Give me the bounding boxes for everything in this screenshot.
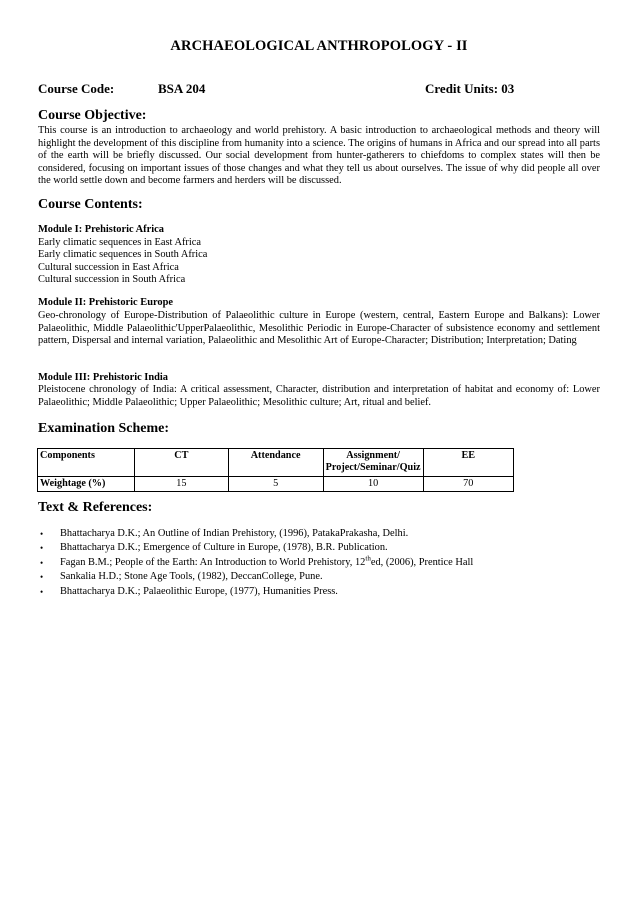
exam-weightage-label: Weightage (%) bbox=[38, 477, 135, 492]
reference-text: Sankalia H.D.; Stone Age Tools, (1982), DeccanCollege, Pune. bbox=[60, 571, 323, 583]
exam-header-assignment-line1: Assignment/ bbox=[346, 450, 400, 461]
exam-header-assignment-line2: Project/Seminar/Quiz bbox=[325, 462, 421, 474]
module-2-title: Module II: Prehistoric Europe bbox=[38, 297, 173, 308]
exam-heading: Examination Scheme: bbox=[38, 421, 170, 436]
exam-header-components: Components bbox=[38, 449, 135, 477]
module-1-line: Early climatic sequences in East Africa bbox=[38, 237, 202, 248]
references-heading: Text & References: bbox=[38, 500, 153, 515]
reference-text-part: Fagan B.M.; People of the Earth: An Introduction to World Prehistory, 12 bbox=[60, 556, 366, 568]
reference-item bbox=[38, 570, 473, 584]
exam-weightage-assignment: 10 bbox=[323, 477, 423, 492]
page-title: ARCHAEOLOGICAL ANTHROPOLOGY - II bbox=[170, 38, 468, 54]
reference-superscript: th bbox=[365, 554, 371, 563]
credit-units: Credit Units: 03 bbox=[425, 81, 515, 96]
exam-header-ee: EE bbox=[423, 449, 513, 477]
objective-text: This course is an introduction to archaeology and world prehistory. A basic introduction to archaeological methods and theory will highlight the development of this discipline from humanity into a science. The origins of humans in Africa and our spread into all parts of the earth will be briefly discussed. Our social development from hunter-gatherers to chiefdoms to complex states will then be considered, focusing on important issues of those changes and what they tell us about ourselves. The issue of why did people all over the world settle down and become farmers and herders will be discussed. bbox=[38, 125, 600, 187]
module-1-title: Module I: Prehistoric Africa bbox=[38, 224, 164, 235]
bullet-icon: • bbox=[40, 572, 44, 583]
module-1-line: Early climatic sequences in South Africa bbox=[38, 249, 208, 260]
exam-weightage-row bbox=[38, 477, 514, 492]
reference-item bbox=[38, 556, 473, 570]
bullet-icon: • bbox=[40, 543, 44, 554]
reference-text: Bhattacharya D.K.; Palaeolithic Europe, (1977), Humanities Press. bbox=[60, 585, 338, 597]
exam-weightage-attendance: 5 bbox=[228, 477, 323, 492]
reference-item bbox=[38, 527, 473, 541]
module-1-line: Cultural succession in South Africa bbox=[38, 274, 186, 285]
reference-item bbox=[38, 585, 473, 599]
module-2-text: Geo-chronology of Europe-Distribution of Palaeolithic culture in Europe (western, central, Eastern Europe and Balkans): Lower Palaeolithic, Middle Palaeolithic'UpperPalaeolithic, Mesolithic Periodic in Europe-Character of subsistence economy and settlement pattern, Dispersal and internal variation, Palaeolithic and Mesolithic Art of Europe-Character; Distribution; Interpretation; Dating bbox=[38, 310, 600, 347]
reference-text: Bhattacharya D.K.; An Outline of Indian Prehistory, (1996), PatakaPrakasha, Delhi. bbox=[60, 528, 409, 539]
course-code-value: BSA 204 bbox=[158, 81, 206, 96]
contents-heading: Course Contents: bbox=[38, 197, 143, 212]
reference-text bbox=[60, 554, 474, 568]
exam-header-ct: CT bbox=[135, 449, 228, 477]
exam-header-attendance: Attendance bbox=[228, 449, 323, 477]
exam-table bbox=[37, 448, 514, 492]
objective-heading: Course Objective: bbox=[38, 108, 147, 123]
module-3-title: Module III: Prehistoric India bbox=[38, 372, 168, 383]
bullet-icon: • bbox=[40, 529, 44, 539]
exam-header-assignment bbox=[323, 449, 423, 477]
references-list bbox=[38, 527, 473, 599]
exam-weightage-ee: 70 bbox=[423, 477, 513, 492]
module-3-text: Pleistocene chronology of India: A critical assessment, Character, distribution and interpretation of habitat and economy of: Lower Palaeolithic; Middle Palaeolithic; Upper Palaeolithic; Mesolithic culture; Art, ritual and belief. bbox=[38, 384, 600, 408]
bullet-icon: • bbox=[40, 557, 44, 568]
module-1-line: Cultural succession in East Africa bbox=[38, 262, 179, 273]
reference-text: Bhattacharya D.K.; Emergence of Culture in Europe, (1978), B.R. Publication. bbox=[60, 542, 388, 554]
reference-text-part: ed, (2006), Prentice Hall bbox=[370, 556, 474, 568]
course-code-label: Course Code: bbox=[38, 81, 115, 96]
exam-header-row bbox=[38, 449, 514, 477]
exam-weightage-ct: 15 bbox=[135, 477, 228, 492]
bullet-icon: • bbox=[40, 586, 44, 597]
reference-item bbox=[38, 541, 473, 555]
